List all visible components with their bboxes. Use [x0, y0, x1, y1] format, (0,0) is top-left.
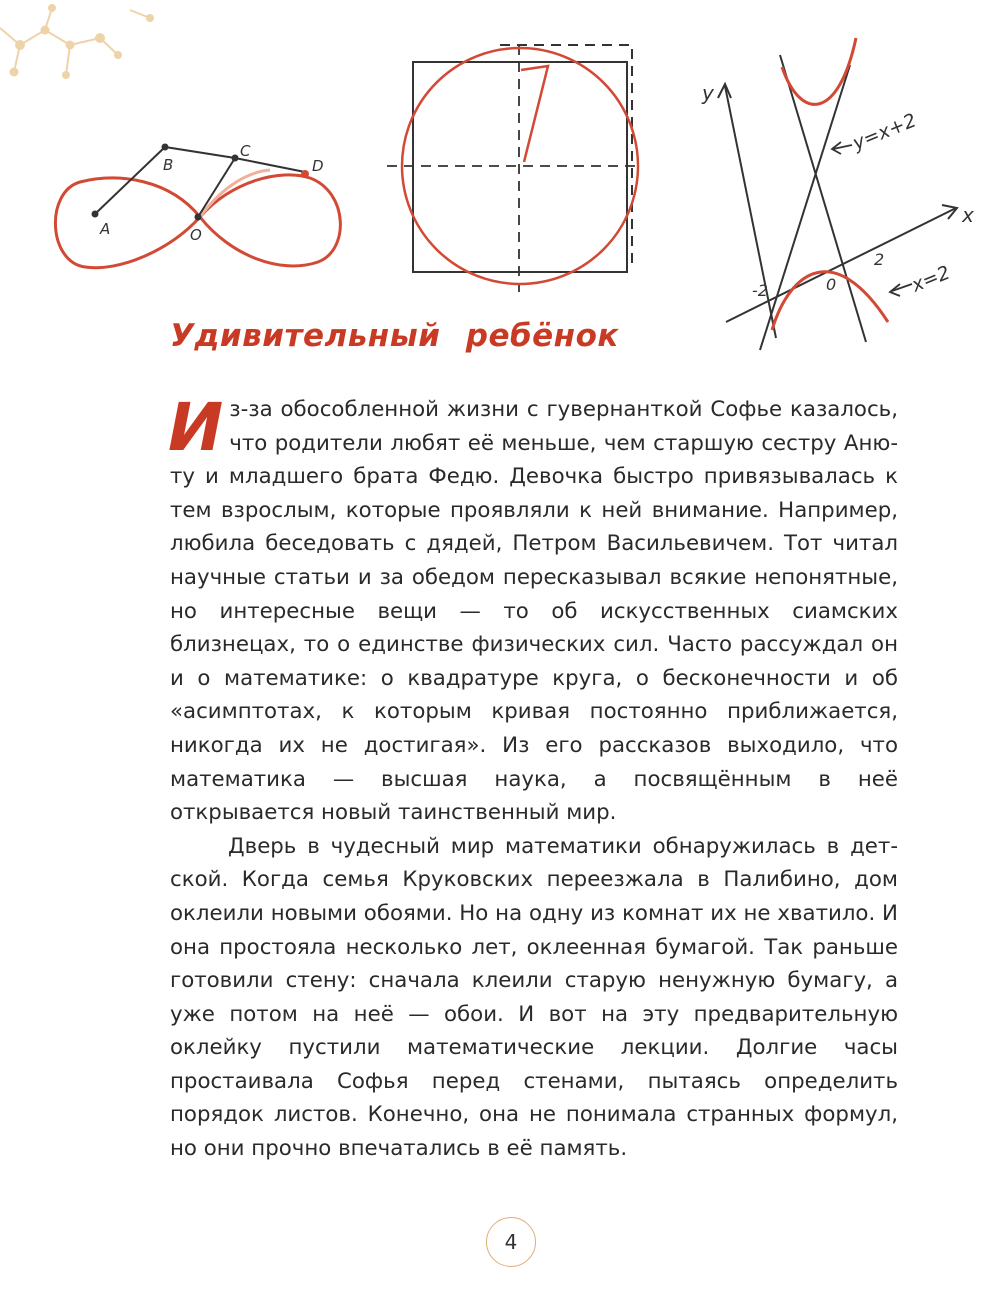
paragraph-1 [168, 389, 898, 830]
line-equation-label: y=x+2 [849, 109, 920, 155]
paragraph-1-text: з-за обособленной жизни с гувернанткой Софье казалось, что родители любят её меньше, чем старшую сестру Анюту и младшего брата Федю. Девочка быстро привязывалась к тем взрослым, которые проявляли к ней внимание. Например, любила беседовать с дядей, Петром Васильевичем. Тот читал научные статьи и за обедом пересказывал всякие непонятные, но интересные вещи — то об искусственных сиамских близнецах, то о единстве физических сил. Часто рассуждал он и о математике: о квадратуре круга, о бесконечности и об «асимптотах, к которым кривая постоянно приближается, никогда их не достигая». Из его рассказов выходило, что математика — высшая наука, а посвящённым в неё открывается новый таинственный мир. [170, 397, 898, 826]
hyperbola-figure [701, 38, 974, 350]
tick-zero-label: 0 [826, 275, 837, 294]
x-axis-label: x [962, 203, 974, 227]
circle-shape [402, 48, 638, 284]
asymptote-b [760, 65, 850, 350]
label-o: O [190, 226, 202, 244]
section-title: Удивительный ребёнок [170, 318, 619, 354]
squaring-circle-figure [387, 45, 642, 292]
solid-square [413, 62, 627, 272]
page-number: 4 [486, 1217, 536, 1267]
y-axis-label: y [702, 81, 714, 105]
body-text [168, 389, 898, 1166]
paragraph-2: Дверь в чудесный мир математики обнаружилась в детской. Когда семья Круковских переезжала в Палибино, дом оклеили новыми обоями. Но на одну из комнат их не хватило. И она простояла несколько лет, оклеенная бумагой. Так раньше готовили стену: сначала клеили старую ненужную бумагу, а уже потом на неё — обои. И вот на эту предварительную оклейку пустили математические лекции. Долгие часы простаивала Софья перед стенами, пытаясь определить порядок листов. Конечно, она не понимала странных формул, но они прочно впечатались в её память. [170, 833, 898, 1162]
tick-pos-label: 2 [874, 250, 885, 269]
label-b: B [163, 156, 174, 174]
label-d: D [312, 157, 324, 175]
linkage-rods [95, 147, 305, 214]
asymptote-a [780, 55, 866, 342]
label-c: C [240, 142, 251, 160]
hyperbola-upper [782, 38, 856, 104]
lemniscate-curve [55, 175, 340, 268]
label-a: A [100, 220, 111, 238]
radius-stroke [521, 66, 548, 162]
tick-neg-label: -2 [752, 281, 768, 300]
illustrations [0, 0, 1000, 360]
lemniscate-figure [55, 142, 340, 268]
dropcap: И [168, 389, 224, 466]
molecule-ornament [0, 5, 153, 78]
asymptote-equation-label: x=2 [908, 261, 954, 297]
